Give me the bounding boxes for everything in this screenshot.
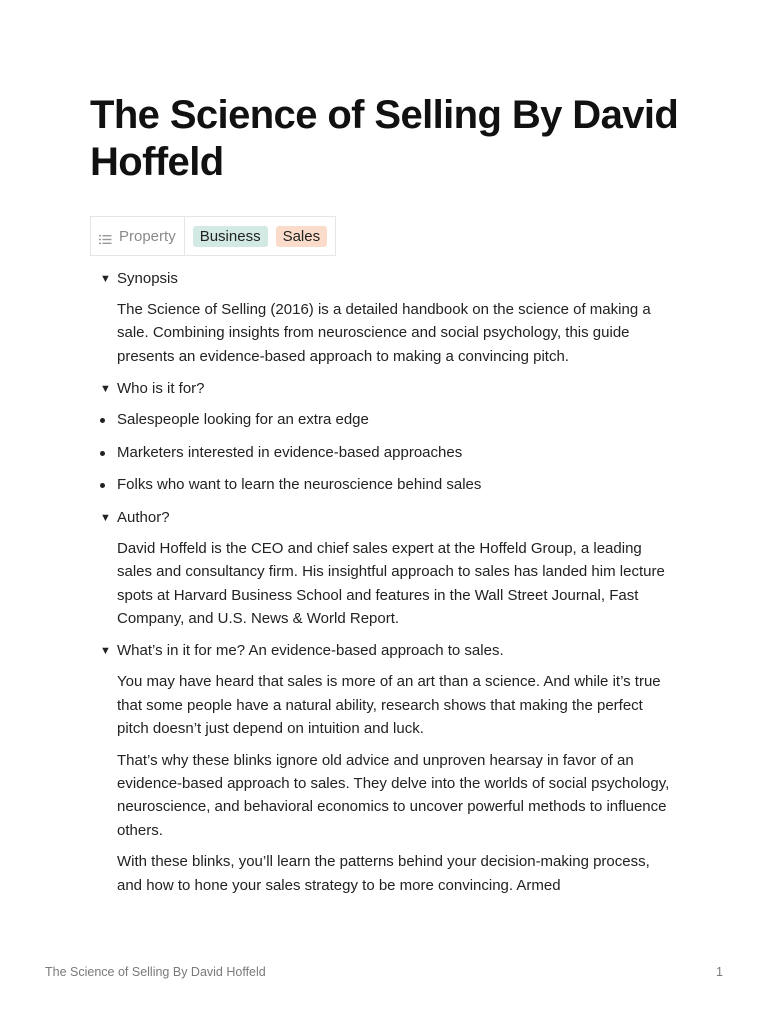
paragraph: David Hoffeld is the CEO and chief sales expert at the Hoffeld Group, a leading sales and consultancy firm. His insightful approach to sales has landed him lecture spots at Harvard Business School and features in the Wall Street Journal, Fast Company, and U.S. News & World Report. (117, 539, 665, 627)
list-item-text: Salespeople looking for an extra edge (117, 411, 369, 429)
toggle-body-audience (90, 409, 690, 496)
caret-down-icon[interactable]: ▼ (100, 511, 111, 524)
toggle-heading: What’s in it for me? An evidence-based approach to sales. (117, 642, 504, 660)
toggle-body-whats-in-it (117, 670, 690, 897)
footer-title: The Science of Selling By David Hoffeld (45, 965, 266, 979)
toggle-body-author (117, 537, 690, 631)
list-item (90, 409, 690, 431)
list-icon (99, 232, 112, 243)
toggle-header-audience[interactable] (90, 378, 690, 400)
list-item (90, 442, 690, 464)
property-label-cell (91, 217, 185, 255)
toggle-header-synopsis[interactable] (90, 268, 690, 290)
toggle-synopsis (90, 268, 690, 368)
toggle-header-author[interactable] (90, 507, 690, 529)
list-item-text: Folks who want to learn the neuroscience behind sales (117, 476, 482, 494)
caret-down-icon[interactable]: ▼ (100, 645, 111, 658)
paragraph: That’s why these blinks ignore old advice and unproven hearsay in favor of an evidence-based approach to sales. They delve into the worlds of social psychology, neuroscience, and behavioral economics to uncover powerful methods to influence others. (117, 751, 670, 839)
property-row (90, 216, 336, 256)
list-item-text: Marketers interested in evidence-based approaches (117, 443, 463, 461)
document-page (90, 92, 690, 905)
bullet-icon (100, 451, 105, 456)
tag-sales[interactable]: Sales (276, 226, 328, 247)
toggle-body-synopsis (117, 298, 690, 368)
paragraph: The Science of Selling (2016) is a detailed handbook on the science of making a sale. Combining insights from neuroscience and social psychology, this guide presents an evidence-based approach to making a convincing pitch. (117, 301, 651, 365)
bullet-icon (100, 418, 105, 423)
page-title: The Science of Selling By David Hoffeld (90, 93, 679, 184)
paragraph: You may have heard that sales is more of an art than a science. And while it’s true that some people have a natural ability, research shows that making the perfect pitch doesn’t just depend on intuition and luck. (117, 673, 661, 738)
toggle-whats-in-it (90, 640, 690, 897)
page-number: 1 (716, 965, 723, 979)
toggle-audience (90, 378, 690, 496)
toggle-heading: Who is it for? (117, 380, 205, 398)
list-item (90, 474, 690, 496)
tag-business[interactable]: Business (193, 226, 268, 247)
paragraph: With these blinks, you’ll learn the patterns behind your decision-making process, and how to hone your sales strategy to be more convincing. Armed (117, 853, 650, 894)
bullet-icon (100, 483, 105, 488)
toggle-heading: Synopsis (117, 270, 178, 287)
toggle-author (90, 507, 690, 631)
toggle-heading: Author? (117, 508, 170, 526)
toggle-header-whats-in-it[interactable] (90, 640, 690, 662)
caret-down-icon[interactable]: ▼ (100, 273, 111, 285)
caret-down-icon[interactable]: ▼ (100, 383, 111, 396)
property-label: Property (119, 227, 176, 245)
property-values (185, 226, 335, 247)
bullet-list (90, 409, 690, 496)
